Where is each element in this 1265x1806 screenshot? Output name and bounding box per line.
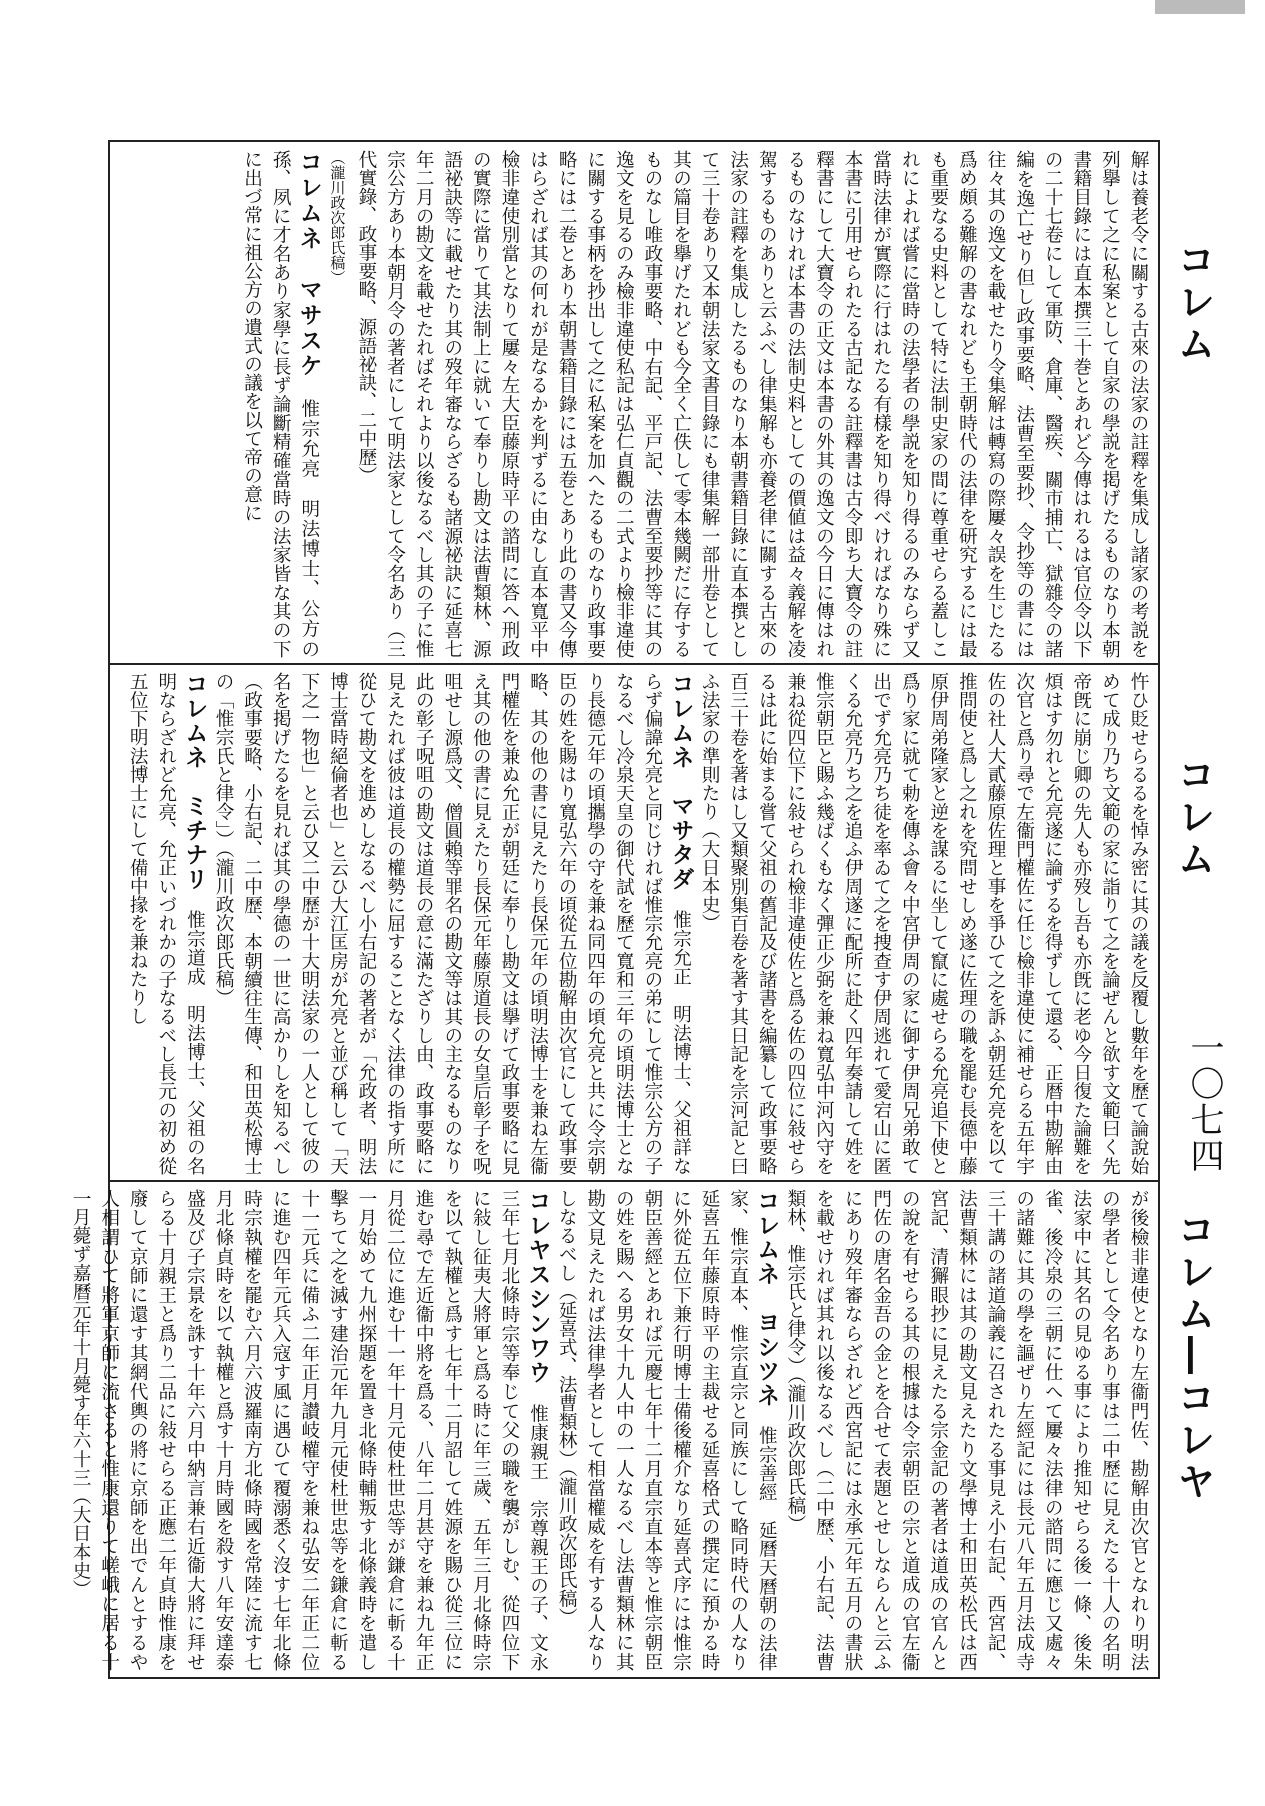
entry-block bbox=[123, 672, 1152, 1175]
entry-heading: コレヤスシンワウ bbox=[524, 1189, 551, 1385]
tier-divider-1 bbox=[108, 663, 1160, 665]
tier-divider-2 bbox=[108, 1180, 1160, 1182]
entry-text: 惟宗道成 明法博士、父祖の名明ならざれど允亮、允正いづれかの子なるべし長元の初め從五位下明法博士にして備中掾を兼ねたりし bbox=[127, 672, 206, 1175]
entry-heading: コレムネ マサスケ bbox=[295, 150, 322, 379]
entry-text: 忤ひ貶せらるるを悼み密に其の議を反覆し數年を歷て論說始めて成り乃ち文範の家に詣りて之を論ぜんと欲す文範曰く先帝旣に崩じ卿の先人も亦歿し吾も亦旣に老ゆ今日復た論難を煩はす勿れと允亮遂に論ずるを得ずして還る、正暦中勘解由次官と爲り尋で左衞門權佐に任じ檢非違使に補せらる五年宇佐の社人大貳藤原佐理と事を爭ひて之を訴ふ朝廷允亮を以て推問使と爲し之れを究問せしめ遂に佐理の職を罷む長德中藤原伊周弟隆家と逆を謀るに坐して竄に處せらる允亮追下使と爲り家に就て勅を傳ふ會々中宮伊周の家に御す伊周兄弟敢て出でず允亮乃ち徒を率ゐて之を捜查す伊周逃れて愛宕山に匿くる允亮乃ち之を追ふ伊周遂に配所に赴く四年奏請して姓を惟宗朝臣と賜ふ幾ばくもなく彈正少弼を兼ね寬弘中河內守を兼ね從四位下に敍せられ檢非違使佐と爲る佐の四位に敍せらるは此に始まる嘗て父祖の舊記及び諸書を編纂して政事要略百三十卷を著はし又類聚別集百卷を著す其日記を宗河記と曰ふ法家の準則たり（大日本史） bbox=[699, 672, 1149, 1175]
entry-text: が後檢非違使となり左衞門佐、勘解由次官となれり明法の學者として令名あり事は二中歷に見えたる十人の名明法家中に其名の見ゆる事により推知せらる後一條、後朱雀、後冷泉の三朝に仕へて屢々法律の諮問に應じ又處々の諸難に其の學を謳ぜり左經記には長元八年五月法成寺三十講の諸道論義に召されたる事見え小右記、西宮記、法曹類林には其の勘文見えたり文學博士和田英松氏は西宮記、清獬眼抄に見えたる宗金記の著者は道成の官んとの說を有せらる其の根據は令宗朝臣の宗と道成の官左衞門佐の唐名金吾の金とを合せて表題とせしならんと云ふにあり歿年審ならざれど西宮記には永承元年五月の書狀を載せければ其れ以後なるべし（二中歷、小右記、法曹類林、惟宗氏と律令）（瀧川政次郎氏稿） bbox=[784, 1189, 1149, 1671]
tier-middle bbox=[112, 672, 1152, 1175]
entry-text: 惟宗允正 明法博士、父祖詳ならず偏諱允亮と同じければ惟宗允亮の弟にして惟宗公方の子なるべし冷泉天皇の御代試を歷て寬和三年の頃明法博士となり長德元年の頃攜學の守を兼ね同四年の頃允亮と共に令宗朝臣の姓を賜はり寬弘六年の頃從五位勘解由次官にして政事要略、其の他の書に見えたり長保元年の頃明法博士を兼ね左衞門權佐を兼ぬ允正が朝廷に奉りし勘文は擧げて政事要略に見え其の他の書に見えたり長保元年藤原道長の女皇后彰子を呪咀せし源爲文、僧圓賴等罪名の勘文等は其の主なるものなり此の彰子呪咀の勘文は道長の意に滿たざりし由、政事要略に見えたれば彼は道長の權勢に屈することなく法律の指す所に從ひて勘文を進めしなるべし小右記の著者が「允政者、明法博士當時絕倫者也」と云ひ大江匡房が允亮と並び稱して「天下之一物也」と云ひ又二中歷が十大明法家の一人として彼の名を掲げたるを見れば其の學德の一世に高かりしを知るべし（政事要略、小右記、二中歷、本朝續往生傳、和田英松博士の「惟宗氏と律令」）（瀧川政次郎氏稿） bbox=[213, 672, 692, 1175]
entry-text: 惟宗允亮 明法博士、公方の孫、夙に才名あり家學に長ず論斷精確當時の法家皆な其の下に出づ常に祖公方の遺式の議を以て帝の意に bbox=[241, 150, 320, 658]
entry-credit: （瀧川政次郎氏稿） bbox=[328, 150, 347, 285]
running-head-top: コレム bbox=[1171, 240, 1215, 366]
entry-text: 解は養老令に關する古來の法家の註釋を集成し諸家の考説を列擧して之に私案として自家の學説を掲げたるものなり本朝書籍目錄には直本撰三十巻とあれど今傳はれるは官位令以下の二十七卷にして軍防、倉庫、醫疾、關市捕亡、獄雜令の諸編を逸亡せり但し政事要略、法曹至要抄、令抄等の書には往々其の逸文を載せたり令集解は轉寫の際屢々誤を生じたる爲め頗る難解の書なれども王朝時代の法律を研究するには最も重要なる史料として特に法制史家の間に尊重せらる蓋しこれによれば嘗に當時の法學者の學説を知り得るのみならず又當時法律が實際に行はれたる有樣を知り得べければなり殊に本書に引用せられたる古記なる註釋書は古令即ち大寶令の註釋書にして大寶令の正文は本書の外其の逸文の今日に傳はれるものなければ本書の法制史料としての價値は益々義解を凌駕するものありと云ふべし律集解も亦養老律に關する古來の法家の註釋を集成したるものなり本朝書籍目錄に直本撰として三十卷あり又本朝法家文書目錄にも律集解一部卅卷として其の篇目を擧げたれども今全く亡佚して零本幾闕だに存するものなし唯政事要略、中右記、平戸記、法曹至要抄等に其の逸文を見るのみ檢非違使私記は弘仁貞觀の二式より檢非違使に關する事柄を抄出して之に私案を加へたるものなり政事要略には二卷とあり本朝書籍目錄には五卷とあり此の書又今傳はらざれば其の何れが是なるかを判ずるに由なし直本寬平中檢非違使別當となりて屢々左大臣藤原時平の諮問に答へ刑政の實際に當りて其法制上に就いて奉りし勘文は法曹類林、源語祕訣等に載せたり其の歿年審ならざるも諸源祕訣に延喜七年二月の勘文を載せたればそれより以後なるべし其の子に惟宗公方あり本朝月令の著者にして明法家として令名あり（三代實錄、政事要略、源語祕訣、二中歷） bbox=[355, 150, 1149, 658]
entry-text: 惟康親王 宗尊親王の子、文永三年七月北條時宗等奉じて父の職を襲がしむ、從四位下に敍し征夷大將軍と爲る時に年三歲、五年三月北條時宗を以て執權と爲す七年十二月詔して姓源を賜ひ從三位に進む尋で左近衞中將を爲る、八年二月甚守を兼ね九年正月從二位に進む十一年十月元使杜世忠等が鎌倉に斬る十一月始めて九州探題を置き北條時輔叛す北條義時を遣し擊ちて之を滅す建治元年九月元使杜世忠等を鎌倉に斬る十一元兵に備ふ二年正月讃岐權守を兼ね弘安二年正二位に進む四年元兵入寇す風に遇ひて覆溺悉く沒す七年北條時宗執權を罷む六月六波羅南方北條時國を常陸に流す七月北條貞時を以て執權と爲す十月時國を殺す八年安達泰盛及び子宗景を誅す十年六月中納言兼右近衞大將に拜せらる十月親王と爲り二品に敍せらる正應二年貞時惟康を廢して京師に還す其網代輿の將に京師を出でんとするや人相謂ひて將軍京師に流さると惟康還りて嵯峨に居る十一月薨ず嘉曆元年十月薨す年六十三（大日本史） bbox=[70, 1189, 549, 1672]
running-head-bottom: コレム―コレヤ bbox=[1171, 1210, 1215, 1504]
running-head-middle: コレム bbox=[1171, 755, 1215, 881]
page-number: 一〇七四 bbox=[1184, 1030, 1224, 1174]
entry-heading: コレムネ ミチナリ bbox=[181, 672, 208, 892]
entry-text: 惟宗善經 延曆天曆朝の法律家、惟宗直本、惟宗直宗と同族にして略同時代の人なり延喜五年藤原時平の主裁せる延喜格式の撰定に預かる時に外從五位下兼行明博士備後權介なり延喜式序には惟宗朝臣善經とあれば元慶七年十二月直宗直本等と惟宗朝臣の姓を賜へる男女十九人中の一人なるべし法曹類林に其勘文見えたれば法律學者として相當權威を有する人なりしなるべし（延喜式、法曹類林）（瀧川政次郎氏稿） bbox=[556, 1189, 778, 1671]
scan-edge-mark bbox=[1155, 0, 1245, 14]
entry-heading: コレムネ ヨシツネ bbox=[753, 1189, 780, 1408]
entry-block bbox=[237, 150, 1152, 658]
tier-bottom bbox=[70, 1189, 1152, 1672]
tier-top bbox=[112, 150, 1152, 658]
entry-block bbox=[65, 1189, 1152, 1671]
entry-heading: コレムネ マサタダ bbox=[667, 672, 694, 892]
